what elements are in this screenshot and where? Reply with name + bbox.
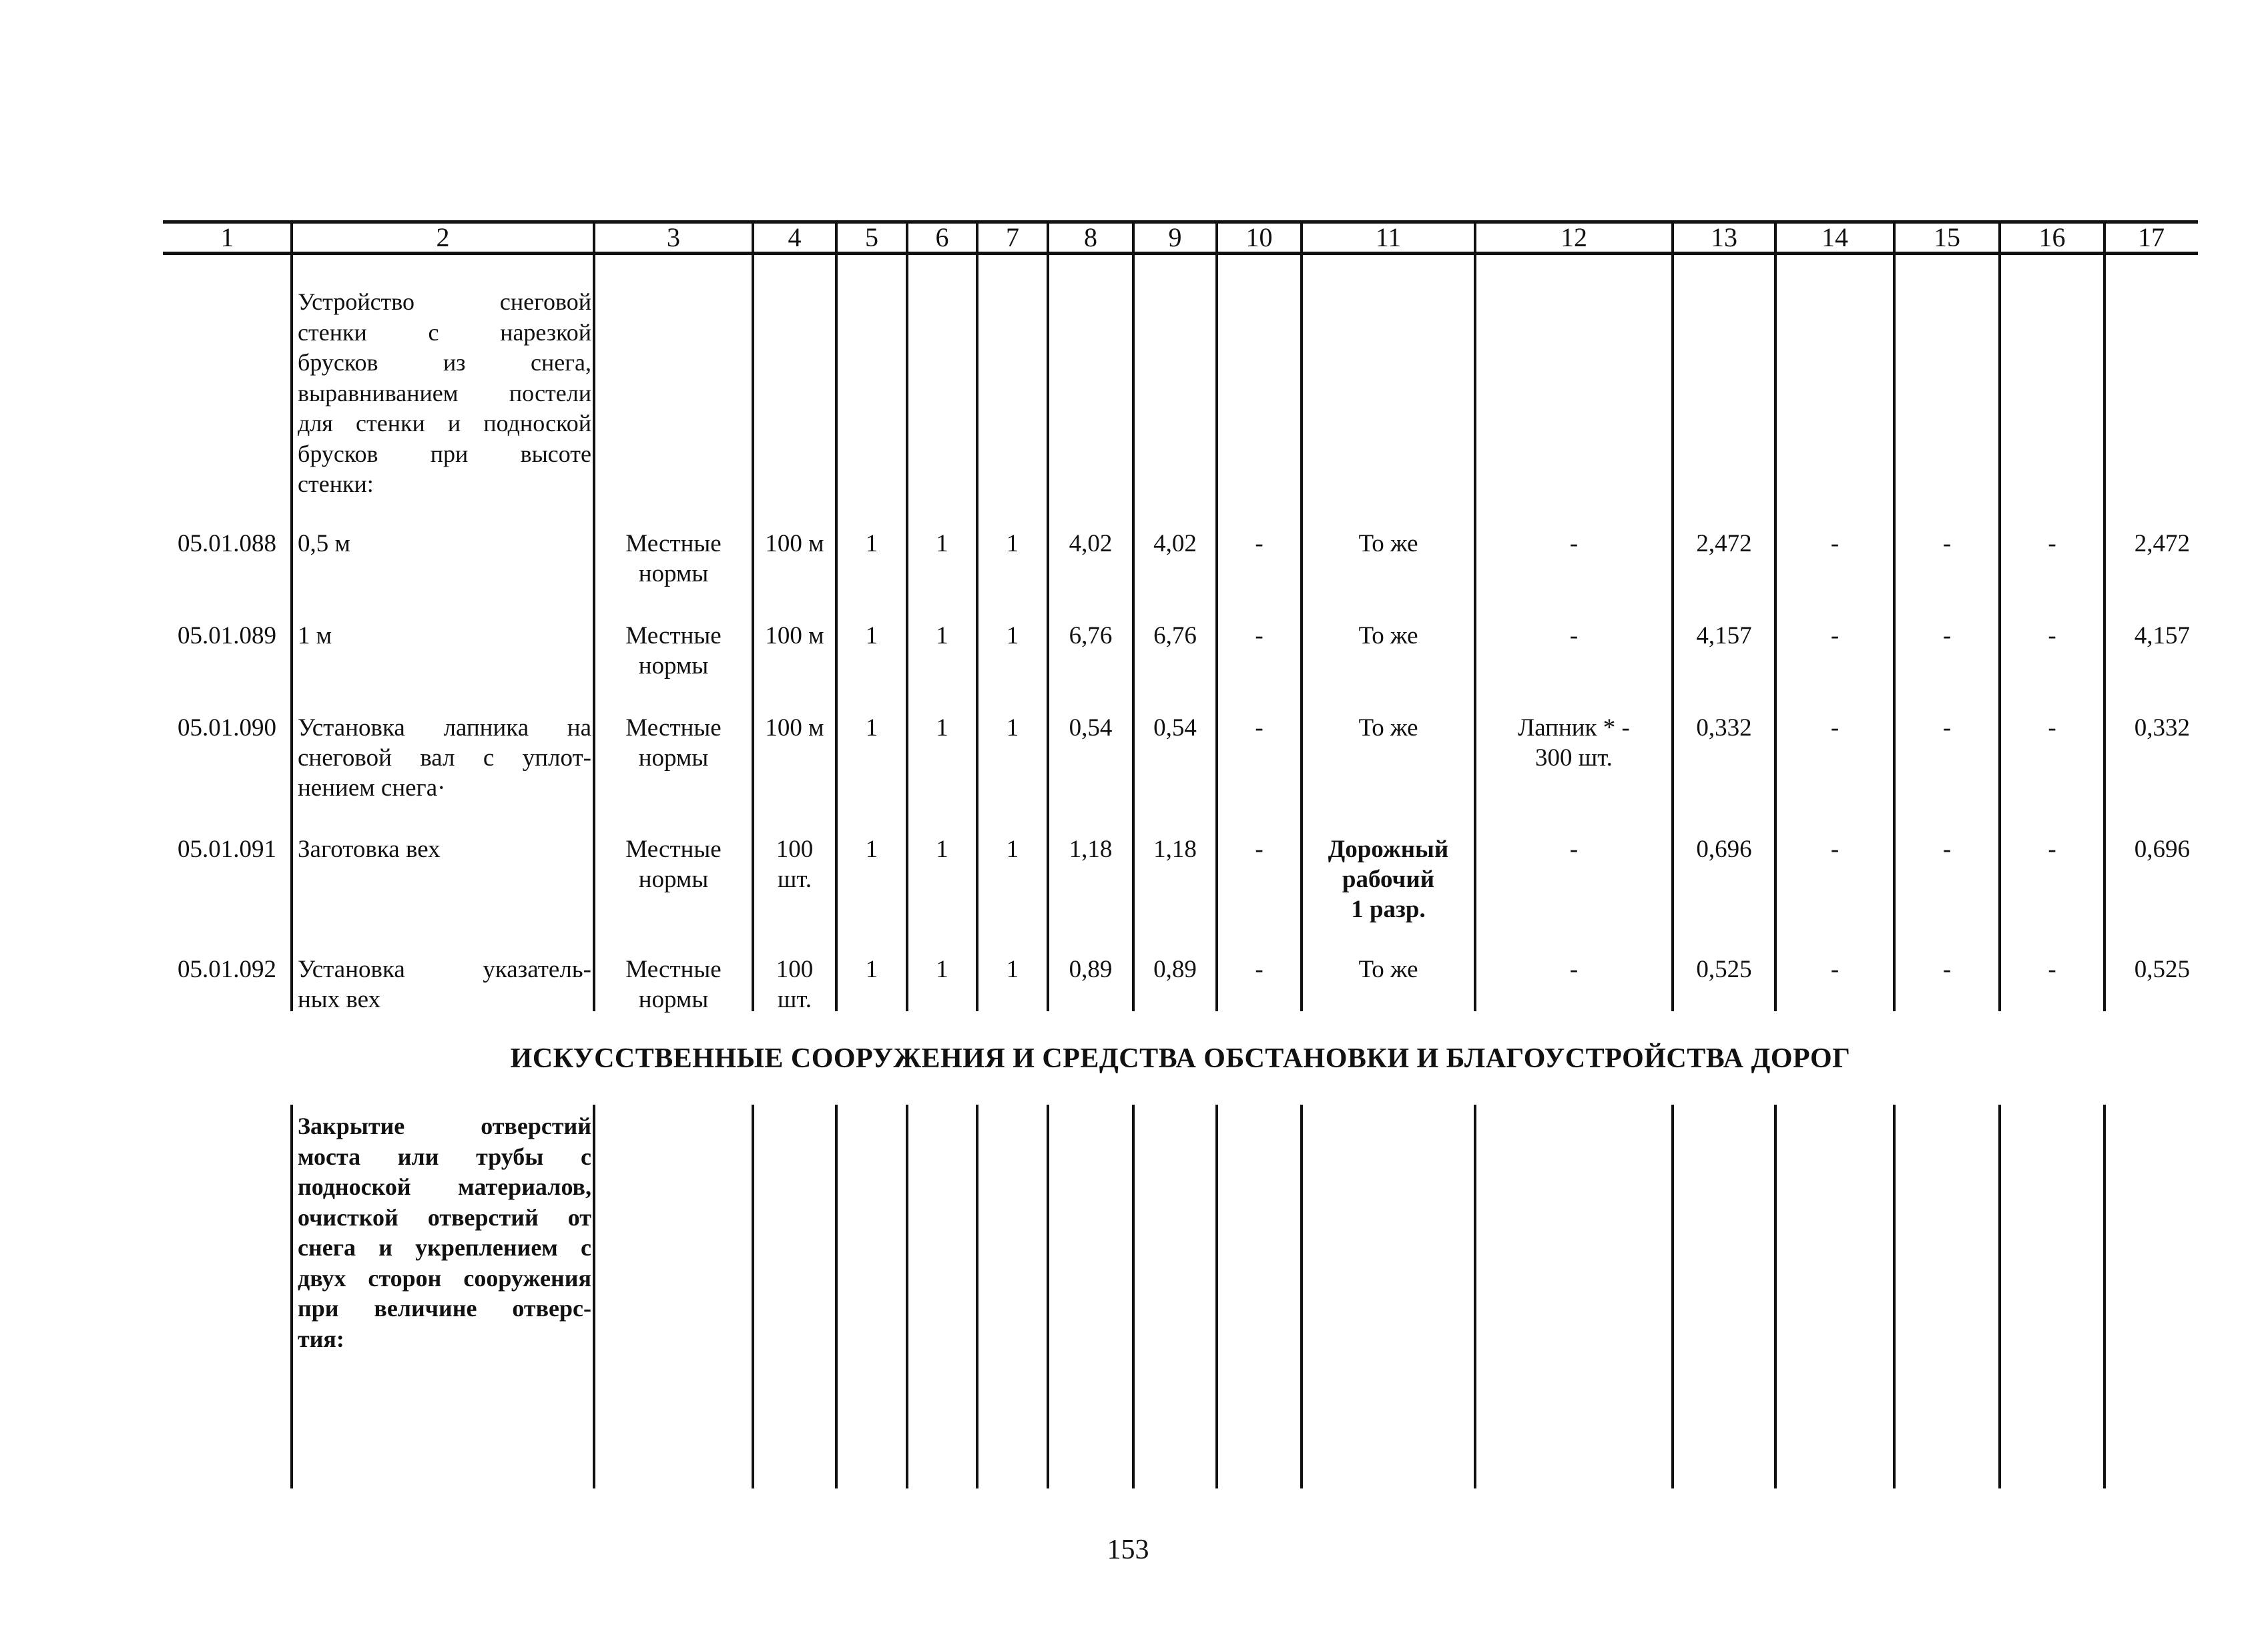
description-line: моста или трубы с — [298, 1143, 591, 1170]
row-source: нормы — [638, 652, 709, 679]
row-col8: 6,76 — [1069, 622, 1113, 649]
row-col13: 0,696 — [1696, 836, 1752, 863]
column-divider — [835, 1105, 838, 1488]
column-divider — [976, 220, 978, 1011]
row-source: Местные — [625, 836, 722, 863]
column-header-13: 13 — [1711, 222, 1737, 252]
row-col6: 1 — [936, 622, 948, 649]
column-divider — [1774, 1105, 1777, 1488]
column-header-17: 17 — [2138, 222, 2165, 252]
row-name — [298, 834, 591, 864]
column-divider — [1047, 1105, 1049, 1488]
row-name — [298, 713, 591, 803]
row-col15: - — [1942, 956, 1952, 983]
row-worker: То же — [1358, 956, 1418, 983]
row-unit: 100 м — [765, 714, 824, 742]
row-name-line: нением снега· — [298, 774, 446, 802]
column-divider — [1893, 220, 1896, 1011]
row-col15: - — [1942, 836, 1952, 863]
row-col14: - — [1830, 714, 1840, 742]
row-code: 05.01.090 — [178, 714, 276, 742]
row-col5: 1 — [865, 956, 878, 983]
description-line: подноской материалов, — [298, 1173, 591, 1200]
row-col6: 1 — [936, 530, 948, 557]
row-col6: 1 — [936, 714, 948, 742]
row-col7: 1 — [1006, 530, 1019, 557]
row-col17: 4,157 — [2134, 622, 2190, 649]
row-unit: 100 м — [765, 622, 824, 649]
row-worker: То же — [1358, 530, 1418, 557]
row-name-line: Установка указатель- — [298, 956, 591, 983]
row-col17: 0,332 — [2134, 714, 2190, 742]
row-col15: - — [1942, 530, 1952, 557]
row-material: - — [1569, 622, 1579, 649]
row-worker: 1 разр. — [1351, 896, 1426, 923]
row-material: - — [1569, 836, 1579, 863]
description-line: Устройство снеговой — [298, 288, 591, 315]
row-unit: шт. — [777, 866, 812, 893]
row-col9: 1,18 — [1153, 836, 1197, 863]
row-col9: 4,02 — [1153, 530, 1197, 557]
group-description-snow-wall — [298, 287, 591, 500]
description-line: очисткой отверстий от — [298, 1203, 591, 1231]
row-material: 300 шт. — [1535, 744, 1613, 772]
row-col9: 0,89 — [1153, 956, 1197, 983]
row-material: - — [1569, 530, 1579, 557]
row-col7: 1 — [1006, 622, 1019, 649]
description-line: стенки: — [298, 471, 374, 497]
row-col5: 1 — [865, 530, 878, 557]
column-divider — [1132, 220, 1135, 1011]
column-header-11: 11 — [1375, 222, 1402, 252]
row-worker: рабочий — [1342, 866, 1435, 893]
column-header-7: 7 — [1006, 222, 1019, 252]
row-worker: Дорожный — [1328, 836, 1449, 863]
row-col10: - — [1255, 622, 1263, 649]
row-code: 05.01.089 — [178, 622, 276, 649]
row-col10: - — [1255, 530, 1263, 557]
row-col6: 1 — [936, 836, 948, 863]
row-unit: 100 — [776, 956, 814, 983]
row-source: Местные — [625, 956, 722, 983]
row-col13: 2,472 — [1696, 530, 1752, 557]
row-col14: - — [1830, 530, 1840, 557]
column-divider — [1671, 220, 1674, 1011]
column-divider — [290, 220, 293, 1011]
column-header-15: 15 — [1934, 222, 1960, 252]
row-unit: шт. — [777, 986, 812, 1013]
description-line: для стенки и подноской — [298, 410, 591, 437]
column-divider — [752, 1105, 754, 1488]
column-divider — [2103, 1105, 2106, 1488]
section-title: ИСКУССТВЕННЫЕ СООРУЖЕНИЯ И СРЕДСТВА ОБСТАНОВКИ И БЛАГОУСТРОЙСТВА ДОРОГ — [510, 1043, 1851, 1074]
column-divider — [1774, 220, 1777, 1011]
row-unit: 100 — [776, 836, 814, 863]
description-line: при величине отверс- — [298, 1295, 591, 1322]
page-number: 153 — [1107, 1535, 1149, 1565]
group-description-bridge-openings — [298, 1111, 591, 1354]
row-col14: - — [1830, 836, 1840, 863]
description-line: тия: — [298, 1325, 344, 1352]
row-source: нормы — [638, 986, 709, 1013]
column-header-5: 5 — [865, 222, 878, 252]
row-code: 05.01.091 — [178, 836, 276, 863]
row-code: 05.01.092 — [178, 956, 276, 983]
row-source: нормы — [638, 560, 709, 587]
row-unit: 100 м — [765, 530, 824, 557]
row-col16: - — [2048, 714, 2056, 742]
row-col6: 1 — [936, 956, 948, 983]
description-line: брусков из снега, — [298, 349, 591, 376]
row-col13: 4,157 — [1696, 622, 1752, 649]
row-col13: 0,332 — [1696, 714, 1752, 742]
row-name-line: 0,5 м — [298, 530, 350, 557]
row-code: 05.01.088 — [178, 530, 276, 557]
column-divider — [1998, 220, 2001, 1011]
description-line: двух сторон сооружения — [298, 1264, 591, 1292]
row-col14: - — [1830, 956, 1840, 983]
row-col16: - — [2048, 622, 2056, 649]
row-col5: 1 — [865, 836, 878, 863]
row-name-line: ных вех — [298, 986, 381, 1013]
column-header-4: 4 — [788, 222, 802, 252]
column-header-6: 6 — [935, 222, 949, 252]
row-col16: - — [2048, 956, 2056, 983]
row-material: Лапник * - — [1518, 714, 1630, 742]
row-name-line: 1 м — [298, 622, 332, 649]
row-name-line: Установка лапника на — [298, 714, 591, 742]
row-name-line: Заготовка вех — [298, 836, 441, 863]
row-col8: 0,89 — [1069, 956, 1113, 983]
column-divider — [1215, 220, 1218, 1011]
column-header-14: 14 — [1821, 222, 1848, 252]
row-col10: - — [1255, 956, 1263, 983]
column-divider — [1215, 1105, 1218, 1488]
row-source: нормы — [638, 744, 709, 772]
row-col5: 1 — [865, 714, 878, 742]
description-line: брусков при высоте — [298, 440, 591, 467]
row-col17: 0,525 — [2134, 956, 2190, 983]
row-col9: 0,54 — [1153, 714, 1197, 742]
column-divider — [2103, 220, 2106, 1011]
description-line: Закрытие отверстий — [298, 1113, 591, 1139]
column-header-3: 3 — [667, 222, 680, 252]
column-divider — [593, 1105, 595, 1488]
row-worker: То же — [1358, 714, 1418, 742]
row-source: Местные — [625, 714, 722, 742]
row-col15: - — [1942, 714, 1952, 742]
row-col14: - — [1830, 622, 1840, 649]
row-col9: 6,76 — [1153, 622, 1197, 649]
row-col8: 0,54 — [1069, 714, 1113, 742]
row-col10: - — [1255, 836, 1263, 863]
column-header-9: 9 — [1168, 222, 1182, 252]
row-source: нормы — [638, 866, 709, 893]
row-name-line: снеговой вал с уплот- — [298, 744, 591, 772]
column-divider — [1474, 1105, 1476, 1488]
row-col7: 1 — [1006, 714, 1019, 742]
column-divider — [1300, 1105, 1303, 1488]
column-header-12: 12 — [1561, 222, 1587, 252]
row-col16: - — [2048, 530, 2056, 557]
column-divider — [1893, 1105, 1896, 1488]
column-divider — [290, 1105, 293, 1488]
row-col16: - — [2048, 836, 2056, 863]
description-line: стенки с нарезкой — [298, 318, 591, 346]
column-divider — [1047, 220, 1049, 1011]
column-divider — [906, 1105, 908, 1488]
description-line: снега и укреплением с — [298, 1234, 591, 1261]
row-source: Местные — [625, 622, 722, 649]
row-col15: - — [1942, 622, 1952, 649]
description-line: выравниванием постели — [298, 379, 591, 406]
row-name — [298, 954, 591, 1015]
column-header-8: 8 — [1084, 222, 1097, 252]
column-divider — [906, 220, 908, 1011]
row-col8: 1,18 — [1069, 836, 1113, 863]
column-divider — [1132, 1105, 1135, 1488]
column-header-10: 10 — [1245, 222, 1273, 252]
column-divider — [1671, 1105, 1674, 1488]
row-name — [298, 621, 591, 651]
row-source: Местные — [625, 530, 722, 557]
column-header-16: 16 — [2038, 222, 2066, 252]
row-col5: 1 — [865, 622, 878, 649]
row-col7: 1 — [1006, 956, 1019, 983]
row-col8: 4,02 — [1069, 530, 1113, 557]
row-col17: 0,696 — [2134, 836, 2190, 863]
row-name — [298, 529, 591, 559]
row-worker: То же — [1358, 622, 1418, 649]
row-col10: - — [1255, 714, 1263, 742]
row-material: - — [1569, 956, 1579, 983]
column-header-2: 2 — [436, 222, 450, 252]
row-col17: 2,472 — [2134, 530, 2190, 557]
row-col13: 0,525 — [1696, 956, 1752, 983]
row-col7: 1 — [1006, 836, 1019, 863]
column-divider — [1998, 1105, 2001, 1488]
column-divider — [976, 1105, 978, 1488]
column-header-1: 1 — [220, 222, 234, 252]
